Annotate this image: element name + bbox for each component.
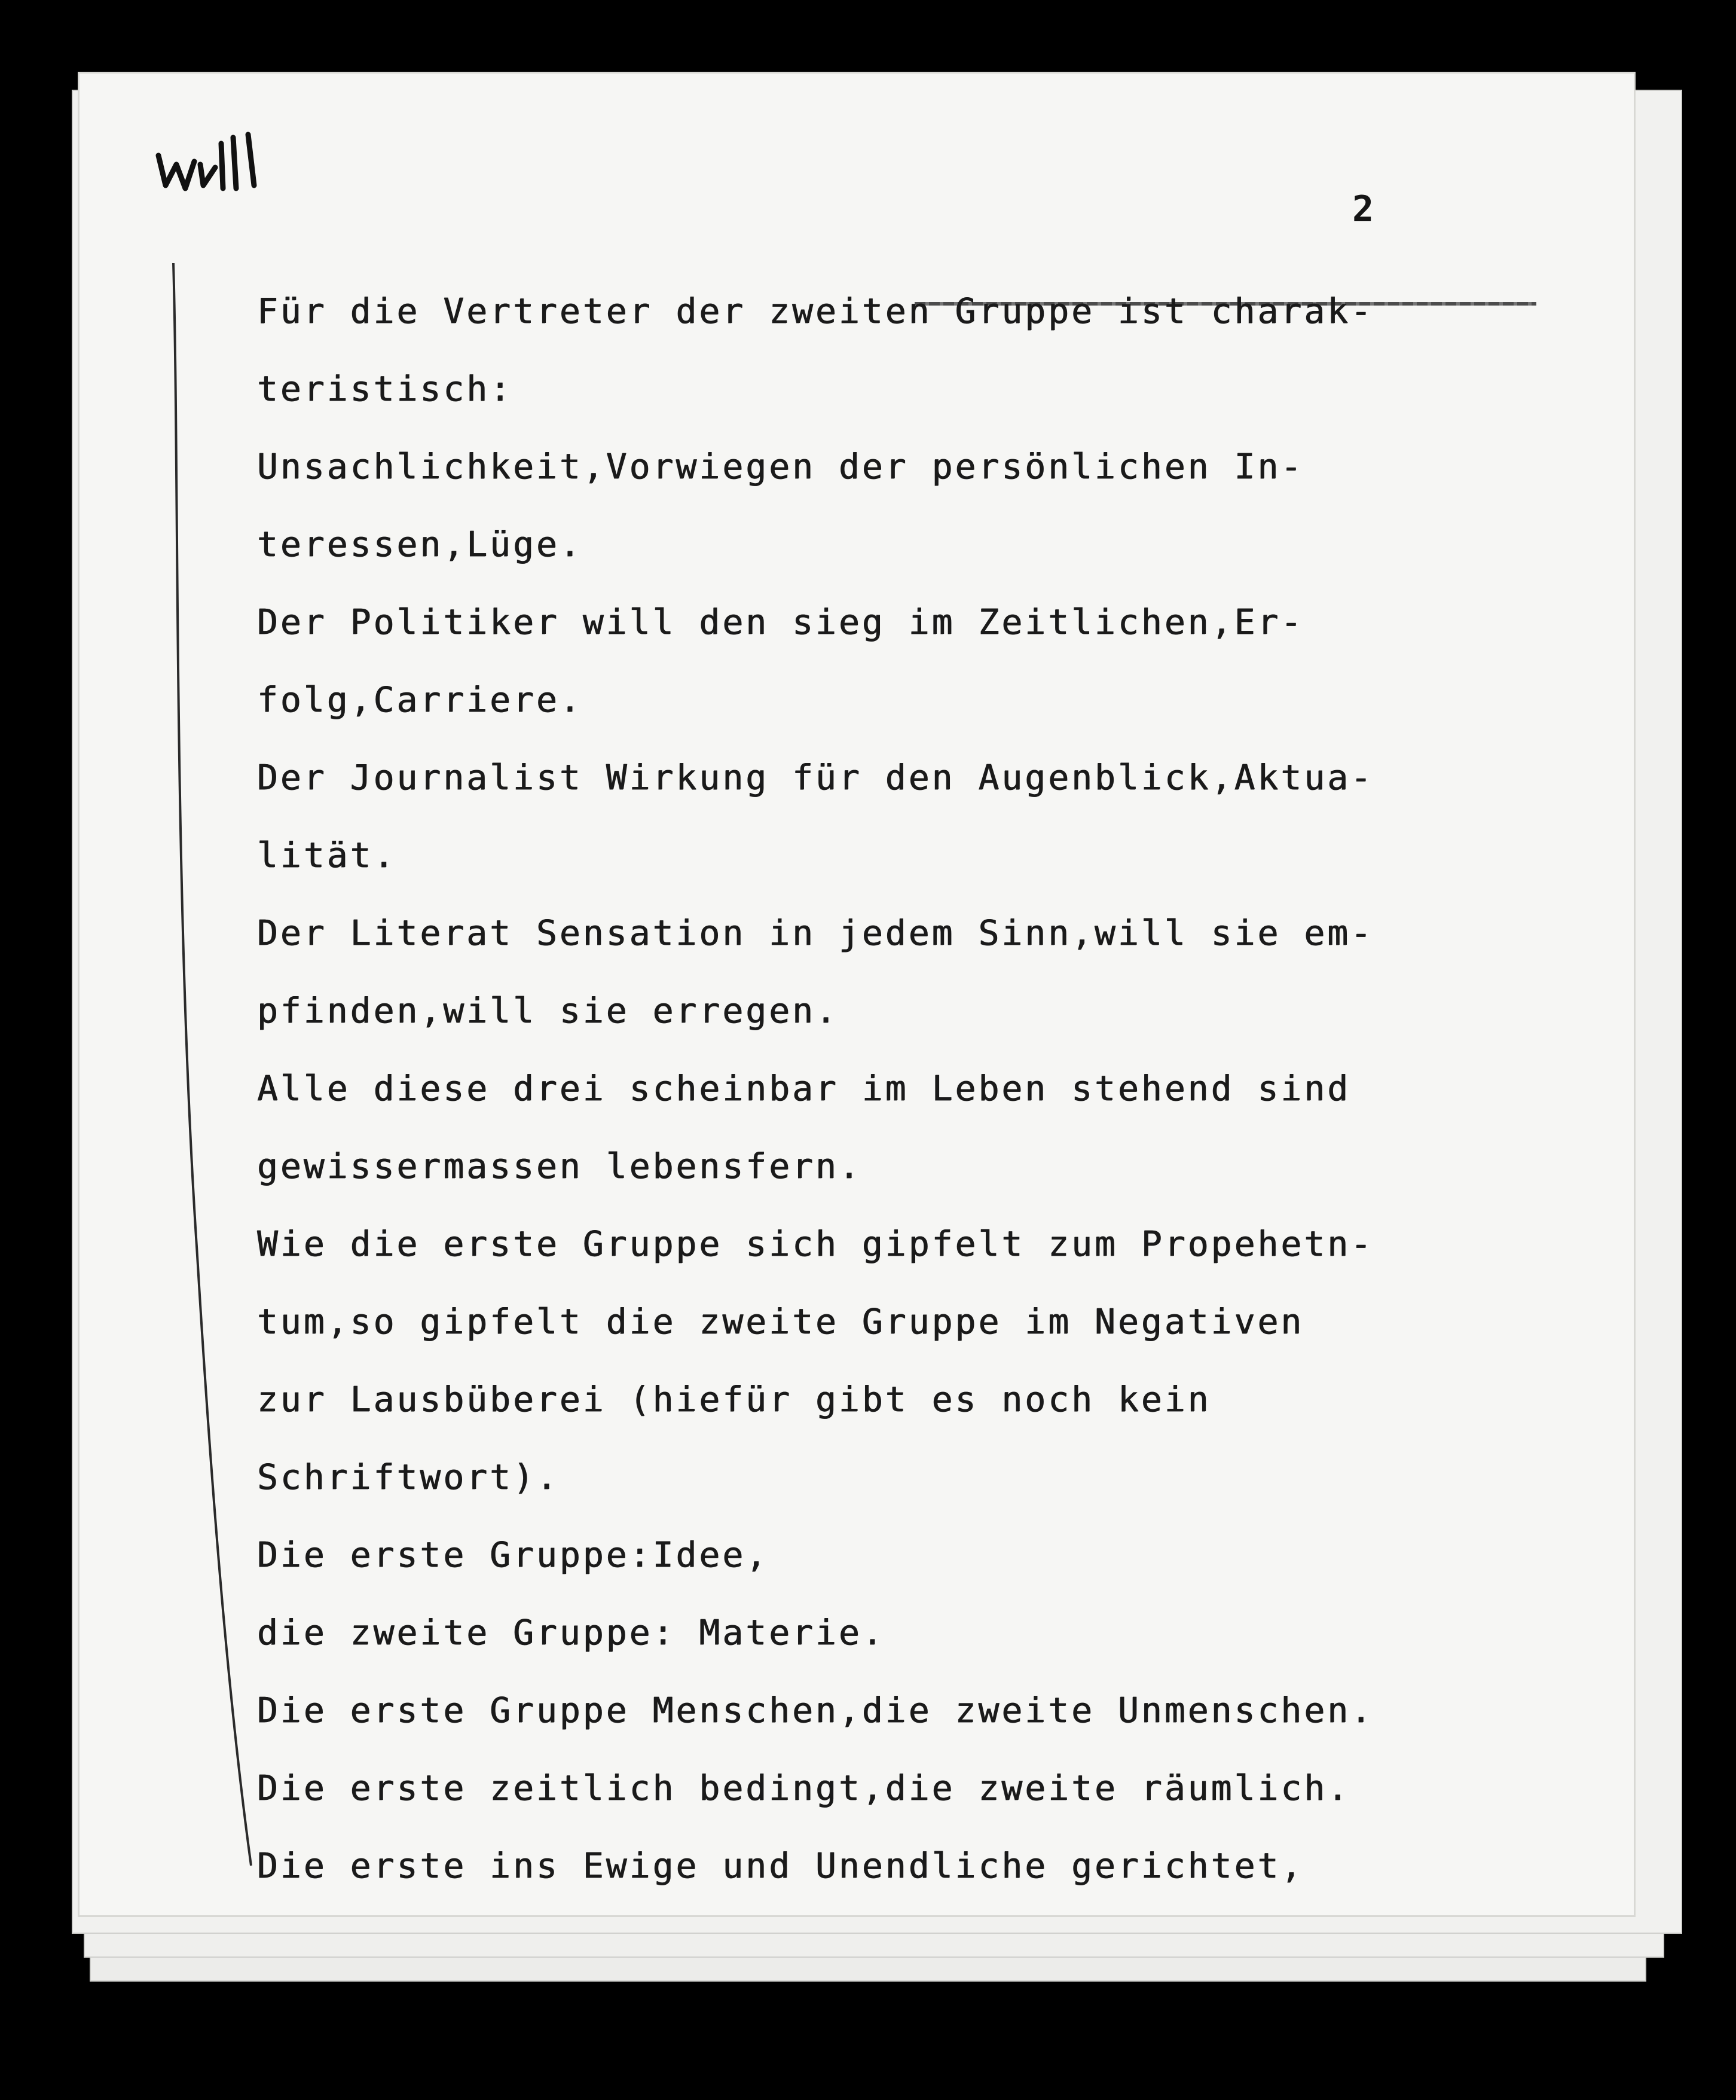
text-line: pfinden,will sie erregen. <box>257 990 839 1031</box>
page-number: 2 <box>1352 188 1374 230</box>
text-line: Die erste Gruppe:Idee, <box>257 1534 769 1575</box>
text-line: Alle diese drei scheinbar im Leben stehend sind <box>257 1068 1351 1109</box>
text-line: Die erste zeitlich bedingt,die zweite räumlich. <box>257 1768 1351 1808</box>
text-line: tum,so gipfelt die zweite Gruppe im Negativen <box>257 1301 1304 1342</box>
text-line: gewissermassen lebensfern. <box>257 1146 862 1186</box>
text-line: teressen,Lüge. <box>257 524 583 564</box>
handwritten-note <box>152 132 278 203</box>
text-line: Wie die erste Gruppe sich gipfelt zum Propehetn- <box>257 1223 1374 1264</box>
text-line: Der Journalist Wirkung für den Augenblick,Aktua- <box>257 757 1374 798</box>
text-line: folg,Carriere. <box>257 679 583 720</box>
text-line: Die erste Gruppe Menschen,die zweite Unmenschen. <box>257 1690 1374 1730</box>
typed-text-body <box>257 272 1542 1904</box>
text-line: Die erste ins Ewige und Unendliche gerichtet, <box>257 1845 1304 1886</box>
text-line: Unsachlichkeit,Vorwiegen der persönlichen In- <box>257 446 1304 487</box>
scan-border <box>0 0 78 2100</box>
text-line: teristisch: <box>257 368 514 409</box>
text-line: Schriftwort). <box>257 1457 560 1497</box>
text-line: zur Lausbüberei (hiefür gibt es noch kein <box>257 1379 1211 1420</box>
text-line: Der Literat Sensation in jedem Sinn,will sie em- <box>257 912 1374 953</box>
text-line: Der Politiker will den sieg im Zeitlichen,Er- <box>257 602 1304 642</box>
text-line: die zweite Gruppe: Materie. <box>257 1612 885 1653</box>
text-line: Für die Vertreter der zweiten Gruppe ist charak- <box>257 291 1374 331</box>
text-line: lität. <box>257 835 397 875</box>
